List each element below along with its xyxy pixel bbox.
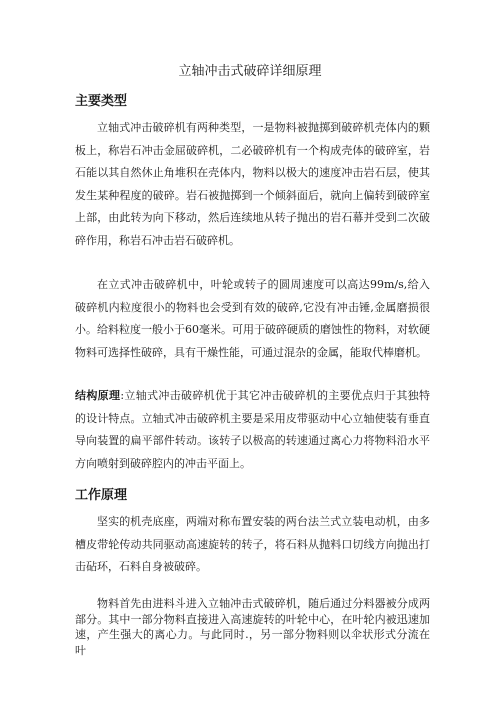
paragraph-structure [75, 385, 430, 475]
structure-principle-text: :立轴式冲击破碎机优于其它冲击破碎机的主要优点归于其独特的设计特点。立轴式冲击破碎机主要是采用皮带驱动中心立轴使装有垂直导向装置的扁平部件转动。该转子以极高的转速通过离心力将物料沿水平方向喷射到破碎腔内的冲击平面上。 [75, 389, 430, 470]
document-title: 立轴冲击式破碎详细原理 [178, 64, 322, 79]
structure-principle-label: 结构原理 [75, 389, 121, 402]
paragraph-working: 坚实的机壳底座，两端对称布置安装的两台法兰式立装电动机，由多槽皮带轮传动共同驱动高速旋转的转子，将石料从抛料口切线方向抛出打击砧环，石料自身被破碎。 [75, 515, 430, 574]
paragraph-material-flow: 物料首先由进料斗进入立轴冲击式破碎机，随后通过分料器被分成两部分。其中一部分物料直接进入高速旋转的叶轮中心，在叶轮内被迅速加速，产生强大的离心力。与此同时.，另一部分物料则以伞状形式分流在叶 [75, 597, 430, 657]
section-heading-main-types: 主要类型 [75, 94, 128, 109]
paragraph-types: 立轴式冲击破碎机有两种类型，一是物料被抛掷到破碎机壳体内的颗板上，称岩石冲击金屈破碎机，二必破碎机有一个构成壳体的破碎室，岩石能以其自然休止角堆积在壳体内，物料以极大的速度冲击岩石层，使其发生某种程度的破碎。岩石被抛掷到一个倾斜面后，就向上偏转到破碎室上部，由此转为向下移动，然后连续地从转子抛出的岩石幕并受到二次破碎作用，称岩石冲击岩石破碎机。 [75, 121, 430, 247]
paragraph-vertical-crusher: 在立式冲击破碎机中，叶轮或转子的圆周速度可以高达99m∕s,给入破碎机内粒度很小的物料也会受到有效的破碎,它没有冲击锤,金属磨损很小。给料粒度一般小于60毫米。可用于破碎硬质的磨蚀性的物料，对软硬物料可选择性破碎，具有干燥性能，可通过混杂的金属，能取代棒磨机。 [75, 278, 430, 359]
section-heading-working-principle: 工作原理 [75, 488, 128, 503]
